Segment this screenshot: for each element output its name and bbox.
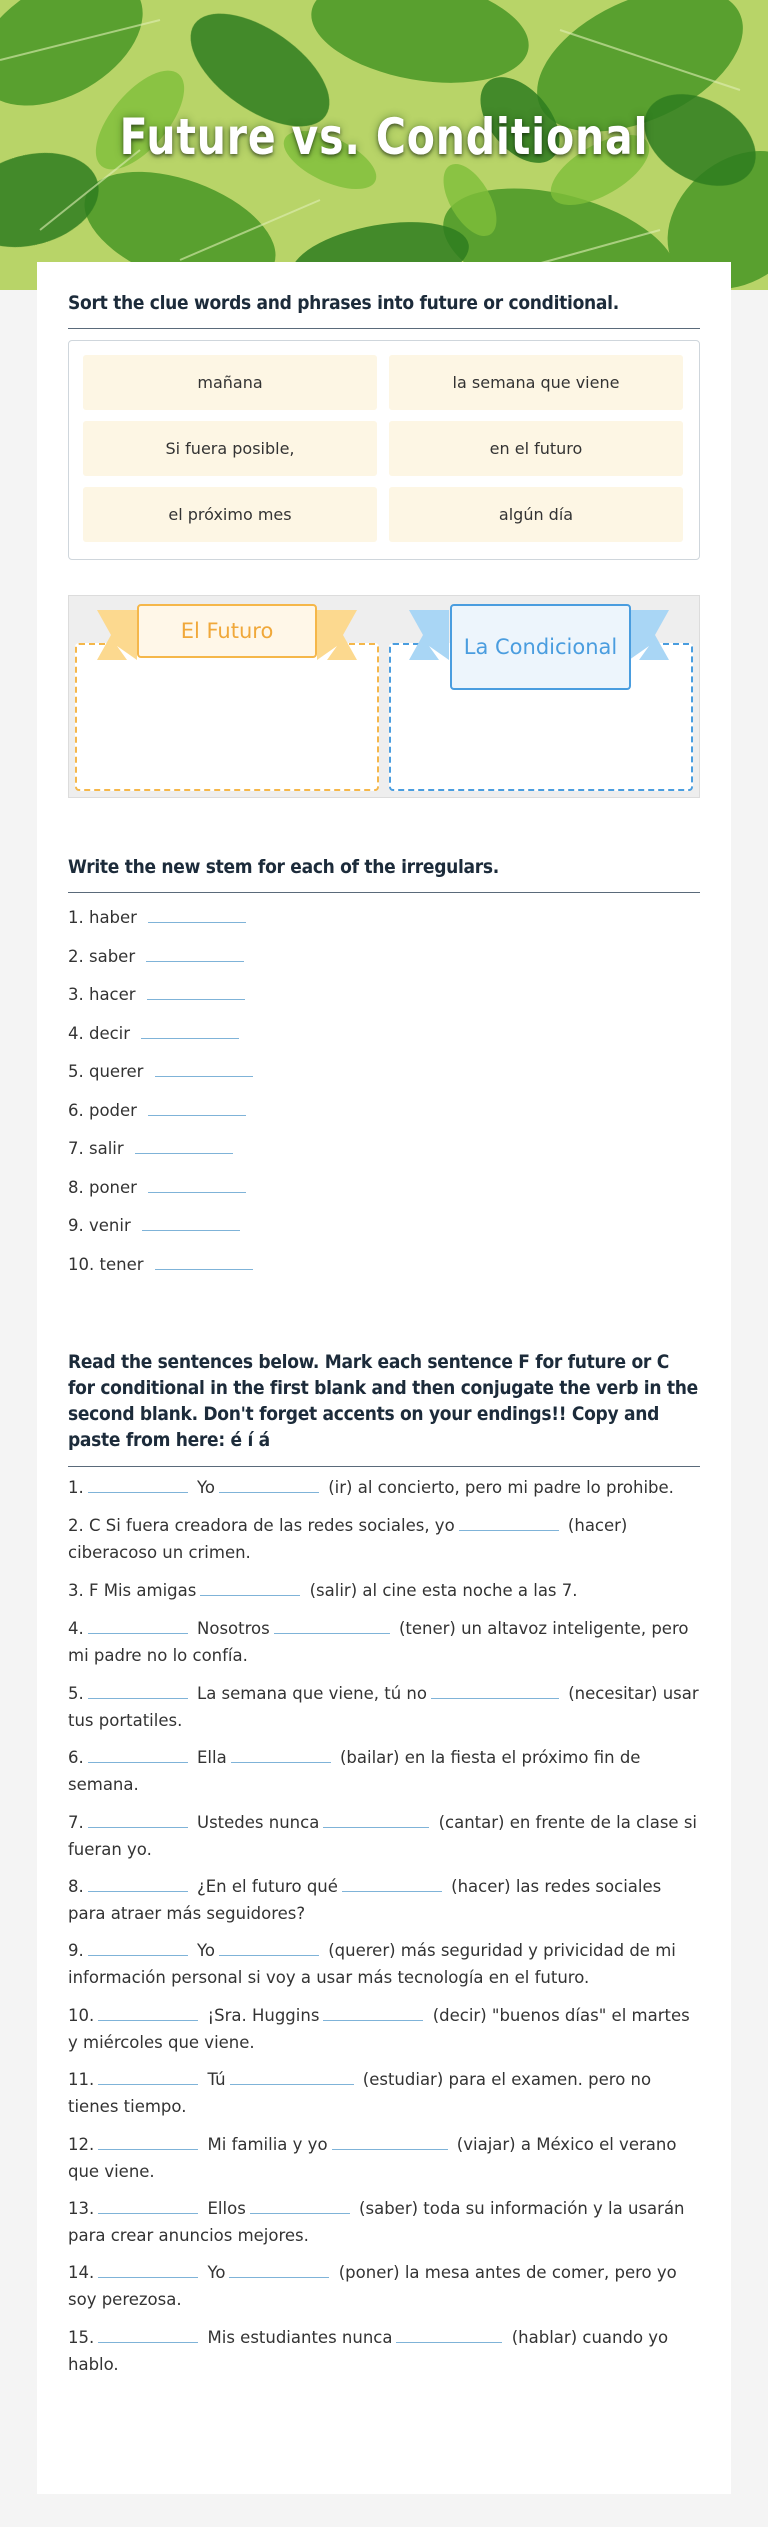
sentence-text: (saber) toda su información y la usarán para crear anuncios mejores. [68,2199,685,2245]
stem-label: 5. querer [68,1062,144,1081]
stem-item [68,982,245,1006]
sentence-number: 5. [68,1684,84,1703]
sentence-number: 14. [68,2263,95,2282]
sentence-number: 12. [68,2135,95,2154]
sentence-item [68,1937,700,1991]
sentence-text: La semana que viene, tú no [197,1684,427,1703]
sentence-text: (viajar) a México el verano que viene. [68,2135,677,2181]
sentence-item [68,1809,700,1863]
divider [68,328,700,329]
answer-blank[interactable] [88,1681,188,1699]
sorting-area [68,595,700,798]
worksheet [37,262,731,2494]
draggable-chip[interactable]: el próximo mes [83,487,377,542]
header-banner [0,0,768,290]
answer-blank[interactable] [88,1938,188,1956]
answer-blank[interactable] [459,1513,559,1531]
answer-blank[interactable] [135,1136,233,1154]
sentence-text: (poner) la mesa antes de comer, pero yo soy perezosa. [68,2263,677,2309]
answer-blank[interactable] [88,1616,188,1634]
sentence-text: (cantar) en frente de la clase si fueran yo. [68,1813,698,1859]
sentence-text: (hablar) cuando yo hablo. [68,2328,669,2374]
answer-blank[interactable] [155,1059,253,1077]
sentence-number: 11. [68,2070,95,2089]
sentence-number: 6. [68,1748,84,1767]
sentence-text: Ellos [207,2199,246,2218]
stem-label: 1. haber [68,908,137,927]
answer-blank[interactable] [98,2132,198,2150]
answer-blank[interactable] [231,1745,331,1763]
answer-blank[interactable] [396,2325,502,2343]
stem-label: 8. poner [68,1178,137,1197]
sentence-item [68,2131,700,2185]
sentence-text: (ir) al concierto, pero mi padre lo prohibe. [328,1478,674,1497]
stem-item [68,1252,253,1276]
answer-blank[interactable] [219,1938,319,1956]
answer-blank[interactable] [219,1475,319,1493]
stem-label: 4. decir [68,1024,131,1043]
sentence-number: 4. [68,1619,84,1638]
answer-blank[interactable] [98,2260,198,2278]
sentence-text: (estudiar) para el examen. pero no tienes tiempo. [68,2070,652,2116]
answer-blank[interactable] [148,1175,246,1193]
answer-blank[interactable] [229,2260,329,2278]
sentence-item [68,1577,700,1604]
target-label-future: El Futuro [137,604,317,658]
draggable-chip[interactable]: la semana que viene [389,355,683,410]
sentence-number: 9. [68,1941,84,1960]
sentence-text: (hacer) las redes sociales para atraer más seguidores? [68,1877,662,1923]
sentence-text: (querer) más seguridad y privicidad de mi información personal si voy a usar más tecnología en el futuro. [68,1941,676,1987]
sentence-text: Yo [197,1941,215,1960]
answer-blank[interactable] [274,1616,390,1634]
sentence-item [68,1873,700,1927]
page-title: Future vs. Conditional [119,108,649,166]
sentence-item [68,1680,700,1734]
sentence-text: Mis estudiantes nunca [207,2328,393,2347]
sentence-item [68,2324,700,2378]
sentence-text: (bailar) en la fiesta el próximo fin de semana. [68,1748,641,1794]
stem-label: 10. tener [68,1255,144,1274]
sentence-number: 8. [68,1877,84,1896]
sentence-text: 2. C Si fuera creadora de las redes sociales, yo [68,1516,455,1535]
sentence-text: (tener) un altavoz inteligente, pero mi padre no lo confía. [68,1619,689,1665]
sentence-text: Yo [197,1478,215,1497]
stem-item [68,1059,253,1083]
sentence-number: 13. [68,2199,95,2218]
answer-blank[interactable] [146,944,244,962]
stem-label: 6. poder [68,1101,137,1120]
stem-item [68,1213,240,1237]
sentence-text: (decir) "buenos días" el martes y miércoles que viene. [68,2006,690,2052]
answer-blank[interactable] [141,1021,239,1039]
answer-blank[interactable] [98,2196,198,2214]
answer-blank[interactable] [88,1475,188,1493]
sentence-item [68,2259,700,2313]
stem-item [68,1021,239,1045]
sentence-text: (necesitar) usar tus portatiles. [68,1684,699,1730]
sentence-number: 15. [68,2328,95,2347]
answer-blank[interactable] [142,1213,240,1231]
answer-blank[interactable] [88,1874,188,1892]
section-heading-sentences: Read the sentences below. Mark each sentence F for future or C for conditional in the first blank and then conjugate the verb in the second blank. Don't forget accents on your endings!! Copy and paste from here: é í á [68,1351,698,1451]
answer-blank[interactable] [98,2003,198,2021]
sentence-number: 10. [68,2006,95,2025]
sentence-text: Nosotros [197,1619,270,1638]
sentence-text: (salir) al cine esta noche a las 7. [309,1581,578,1600]
divider [68,892,700,893]
answer-blank[interactable] [230,2067,354,2085]
sentence-item [68,2195,700,2249]
answer-blank[interactable] [431,1681,559,1699]
answer-blank[interactable] [98,2325,198,2343]
divider [68,1466,700,1467]
section-heading-stems: Write the new stem for each of the irregulars. [68,856,499,878]
section-heading-sort: Sort the clue words and phrases into future or conditional. [68,292,619,314]
answer-blank[interactable] [323,1810,429,1828]
sentence-text: ¿En el futuro qué [197,1877,338,1896]
stem-item [68,1136,233,1160]
sentence-item [68,2066,700,2120]
answer-blank[interactable] [98,2067,198,2085]
draggable-chip[interactable]: Si fuera posible, [83,421,377,476]
answer-blank[interactable] [342,1874,442,1892]
answer-blank[interactable] [200,1578,300,1596]
answer-blank[interactable] [250,2196,350,2214]
draggable-chip[interactable]: en el futuro [389,421,683,476]
answer-blank[interactable] [88,1745,188,1763]
sentence-number: 7. [68,1813,84,1832]
answer-blank[interactable] [332,2132,448,2150]
sentence-number: 1. [68,1478,84,1497]
sentence-item [68,1744,700,1798]
stem-label: 9. venir [68,1216,131,1235]
answer-blank[interactable] [148,1098,246,1116]
stem-item [68,1098,246,1122]
sentence-text: ¡Sra. Huggins [207,2006,320,2025]
stem-item [68,905,246,929]
draggable-chip[interactable]: mañana [83,355,377,410]
sentence-text: Ustedes nunca [197,1813,320,1832]
draggable-chip[interactable]: algún día [389,487,683,542]
answer-blank[interactable] [155,1252,253,1270]
target-label-conditional: La Condicional [450,604,631,690]
answer-blank[interactable] [88,1810,188,1828]
sentence-item [68,1615,700,1669]
stem-item [68,1175,246,1199]
word-bank [68,340,700,560]
sentence-text: Mi familia y yo [207,2135,328,2154]
sentence-text: Ella [197,1748,227,1767]
sentence-text: Tú [207,2070,226,2089]
answer-blank[interactable] [148,905,246,923]
stem-item [68,944,244,968]
sentence-item [68,2002,700,2056]
sentence-text: 3. F Mis amigas [68,1581,197,1600]
answer-blank[interactable] [147,982,245,1000]
sentence-text: Yo [207,2263,226,2282]
stem-label: 3. hacer [68,985,136,1004]
answer-blank[interactable] [323,2003,423,2021]
stem-label: 7. salir [68,1139,124,1158]
sentence-item [68,1474,700,1501]
sentence-text: (hacer) ciberacoso un crimen. [68,1516,628,1562]
stem-label: 2. saber [68,947,136,966]
sentence-item [68,1512,700,1566]
